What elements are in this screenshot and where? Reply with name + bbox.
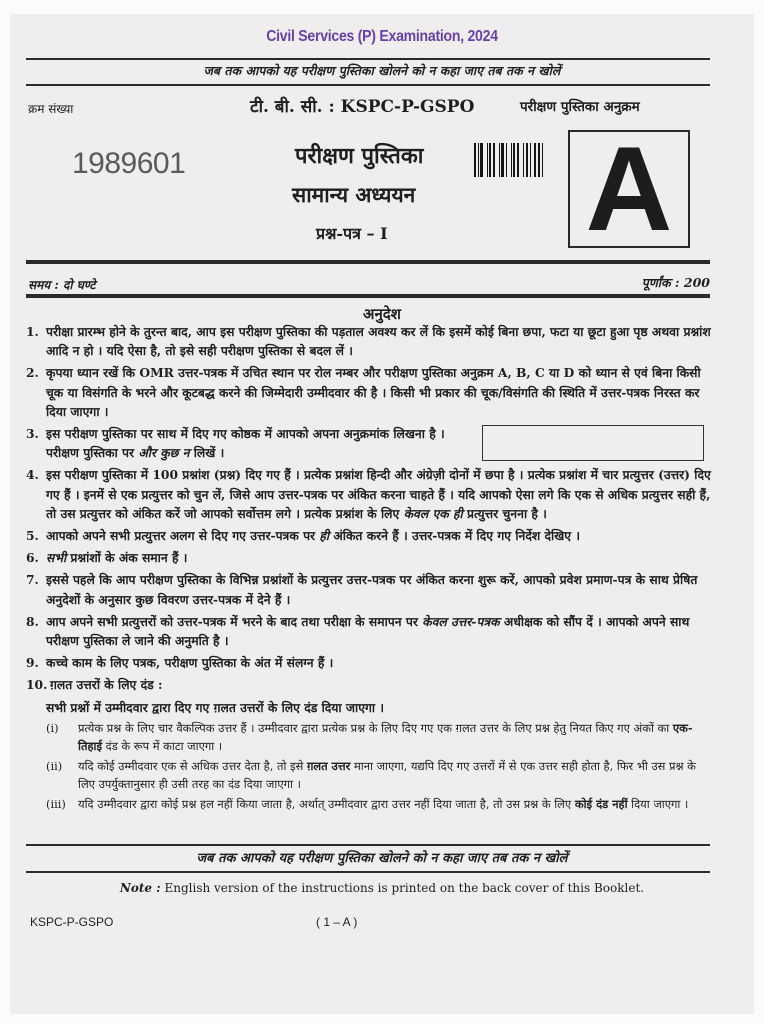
serial-number: 1989601 (72, 147, 186, 180)
roll-number-box[interactable] (482, 425, 704, 461)
instruction-item (26, 612, 716, 650)
instruction-body (46, 612, 716, 650)
penalty-heading: ग़लत उत्तरों के लिए दंड : (50, 677, 163, 693)
emphasis-text: केवल उत्तर-पत्रक (422, 613, 500, 629)
instruction-item (26, 363, 716, 421)
instruction-item (26, 570, 716, 608)
barcode-bar (493, 143, 495, 177)
paper-number: प्रश्न-पत्र – I (316, 224, 388, 243)
barcode-bar (499, 143, 500, 177)
exam-duration: समय : दो घण्टे (28, 278, 96, 292)
emphasis-text: एक-तिहाई (78, 720, 693, 753)
instruction-item (26, 653, 716, 672)
instruction-number: 10. (26, 677, 48, 693)
divider (26, 871, 710, 873)
emphasis-text: सभी (46, 550, 67, 566)
instruction-body (46, 465, 716, 523)
barcode-bar (526, 143, 528, 177)
subitem-body (78, 795, 716, 813)
barcode-bar (538, 143, 540, 177)
instruction-item (26, 548, 716, 567)
subitem-number: (i) (46, 720, 59, 735)
instruction-text: आप अपने सभी प्रत्युत्तरों को उत्तर-पत्रक में भरने के बाद तथा परीक्षा के समापन पर (46, 613, 423, 629)
instruction-body (46, 548, 716, 567)
instruction-number: 7. (26, 572, 39, 588)
divider (26, 844, 710, 846)
instruction-body (46, 653, 716, 672)
penalty-intro: सभी प्रश्नों में उम्मीदवार द्वारा दिए गए ग़लत उत्तरों के लिए दंड दिया जाएगा । (46, 699, 385, 715)
barcode-bar (489, 143, 491, 177)
instruction-number: 6. (26, 550, 39, 566)
subject-title: सामान्य अध्ययन (292, 182, 416, 207)
penalty-subitem (46, 719, 716, 755)
instruction-text: कृपया ध्यान रखें कि OMR उत्तर-पत्रक में उचित स्थान पर रोल नम्बर और परीक्षण पुस्तिका अनुक्रम A, B, C या D को ध्यान से एवं बिना किसी चूक या विसंगति के भरने और कूटबद्ध करने की जिम्मेदारी उम्मीदवार की है । किसी भी प्रकार की चूक/विसंगति की स्थिति में उत्तर-पत्रक निरस्त कर दिया जाएगा । (46, 365, 701, 419)
instruction-text: यदि कोई उम्मीदवार एक से अधिक उत्तर देता है, तो इसे (78, 758, 307, 773)
instruction-text: कच्चे काम के लिए पत्रक, परीक्षण पुस्तिका के अंत में संलग्न हैं । (46, 655, 334, 671)
instructions-list (26, 322, 716, 815)
emphasis-text: केवल एक ही (403, 505, 463, 521)
instruction-number: 4. (26, 467, 39, 483)
instruction-text: प्रत्युत्तर चुनना है । (462, 505, 547, 521)
instruction-text: इस परीक्षण पुस्तिका पर साथ में दिए गए कोष्ठक में आपको अपना अनुक्रमांक लिखना है । परीक्षण पुस्तिका पर (46, 426, 445, 461)
max-marks: पूर्णांक : 200 (641, 275, 710, 290)
booklet-sequence-label: परीक्षण पुस्तिका अनुक्रम (520, 99, 640, 115)
instruction-number: 9. (26, 655, 39, 671)
emphasis-text: हिन्दी (366, 467, 391, 483)
barcode-bar (478, 143, 479, 177)
barcode-bar (480, 143, 482, 177)
do-not-open-warning-bottom: जब तक आपको यह परीक्षण पुस्तिका खोलने को न कहा जाए तब तक न खोलें (196, 851, 568, 866)
instruction-text: प्रश्नांशों के अंक समान हैं । (66, 550, 188, 566)
barcode-bar (530, 143, 531, 177)
instruction-text: यदि उम्मीदवार द्वारा कोई प्रश्न हल नहीं किया जाता है, अर्थात् उम्मीदवार द्वारा उत्तर नहीं दिया जाता है, तो उस प्रश्न के लिए (78, 796, 575, 811)
barcode-bar (542, 143, 543, 177)
instruction-text: आपको अपने सभी प्रत्युत्तर अलग से दिए गए उत्तर-पत्रक पर (46, 528, 320, 544)
tbc-code: टी. बी. सी. : KSPC-P-GSPO (250, 97, 475, 117)
instruction-text: माना जाएगा, यद्यपि दिए गए उत्तरों में से एक उत्तर सही होता है, फिर भी उस प्रश्न के लिए उपर्युक्तानुसार ही उसी तरह का दंड दिया जाएगा । (78, 758, 696, 791)
instruction-text: दिया जाएगा । (627, 796, 689, 811)
instructions-title: अनुदेश (363, 305, 401, 323)
emphasis-text: कोई दंड नहीं (574, 796, 628, 811)
instruction-body (46, 322, 716, 360)
divider (26, 84, 710, 86)
barcode-bar (506, 143, 507, 177)
penalty-subitem (46, 795, 716, 813)
page-number: ( 1 – A ) (316, 915, 358, 929)
divider-thick (26, 260, 710, 264)
barcode-bar (534, 143, 536, 177)
barcode-bar (513, 143, 515, 177)
instruction-item (26, 526, 716, 545)
barcode-bar (517, 143, 519, 177)
english-version-note (10, 881, 754, 895)
instruction-item-penalty (26, 675, 716, 694)
instruction-item (26, 322, 716, 360)
question-booklet-cover (10, 14, 754, 1014)
penalty-subitem (46, 757, 716, 793)
instruction-number: 8. (26, 613, 39, 629)
emphasis-text: ग़लत उत्तर (306, 758, 351, 773)
booklet-title: परीक्षण पुस्तिका (295, 143, 424, 169)
exam-title: Civil Services (P) Examination, 2024 (266, 28, 498, 45)
emphasis-text: और कुछ न (138, 445, 190, 461)
subitem-number: (iii) (46, 796, 66, 811)
instruction-item (26, 424, 716, 462)
instruction-text: इस परीक्षण पुस्तिका में 100 प्रश्नांश (प्रश्न) दिए गए हैं । प्रत्येक प्रश्नांश (46, 467, 367, 483)
serial-label: क्रम संख्या (28, 102, 74, 116)
instruction-text: अधीक्षक को सौंप दें । आपको अपने साथ परीक्षण पुस्तिका ले जाने की अनुमति है । (46, 613, 690, 649)
instruction-number: 2. (26, 365, 39, 381)
instruction-body (46, 363, 716, 421)
divider (26, 58, 710, 60)
instruction-text: दंड के रूप में काटा जाएगा । (102, 738, 223, 753)
note-label: Note : (119, 881, 161, 895)
subitem-number: (ii) (46, 758, 63, 773)
barcode-bar (474, 143, 476, 177)
instruction-body (46, 526, 716, 545)
subitem-body (78, 719, 716, 755)
barcode-bar (523, 143, 524, 177)
instruction-text: परीक्षा प्रारम्भ होने के तुरन्त बाद, आप इस परीक्षण पुस्तिका की पड़ताल अवश्य कर लें कि इसमें कोई बिना छपा, फटा या छूटा हुआ पृष्ठ अथवा प्रश्नांश आदि न हो । यदि ऐसा है, तो इसे सही परीक्षण पुस्तिका से बदल लें । (46, 324, 711, 359)
instruction-text: अंकित करने हैं । उत्तर-पत्रक में दिए गए निर्देश देखिए । (329, 528, 581, 544)
barcode-bar (511, 143, 512, 177)
instruction-text: इससे पहले कि आप परीक्षण पुस्तिका के विभिन्न प्रश्नांशों के प्रत्युत्तर उत्तर-पत्रक पर अंकित करना शुरू करें, आपको प्रवेश प्रमाण-पत्र के साथ प्रेषित अनुदेशों के अनुसार कुछ विवरण उत्तर-पत्रक में देने हैं । (46, 572, 698, 607)
emphasis-text: अंग्रेज़ी (416, 467, 445, 483)
instruction-text: और (390, 467, 417, 483)
instruction-number: 5. (26, 528, 39, 544)
do-not-open-warning-top: जब तक आपको यह परीक्षण पुस्तिका खोलने को न कहा जाए तब तक न खोलें (203, 63, 561, 78)
note-text: English version of the instructions is printed on the back cover of this Booklet. (160, 881, 645, 895)
divider-thick (26, 294, 710, 298)
barcode-bar (501, 143, 503, 177)
instruction-text: दोनों में छपा है । प्रत्येक प्रश्नांश में चार प्रत्युत्तर (उत्तर) दिए गए हैं । इनमें से एक प्रत्युत्तर को चुन लें, जिसे आप उत्तर-पत्रक पर अंकित करना चाहते हैं । यदि आपको ऐसा लगे कि एक से अधिक प्रत्युत्तर सही हैं, तो उस प्रत्युत्तर को अंकित करें जो आपको सर्वोत्तम लगे । प्रत्येक प्रश्नांश के लिए (46, 467, 711, 521)
instruction-text: लिखें । (189, 445, 225, 461)
instruction-number: 1. (26, 324, 39, 339)
emphasis-text: ही (319, 528, 330, 544)
instruction-body (46, 570, 716, 608)
series-box (568, 122, 690, 256)
instruction-number: 3. (26, 426, 39, 442)
footer-booklet-code: KSPC-P-GSPO (30, 915, 114, 929)
instruction-text: प्रत्येक प्रश्न के लिए चार वैकल्पिक उत्तर हैं । उम्मीदवार द्वारा प्रत्येक प्रश्न के लिए दिए गए एक ग़लत उत्तर के लिए प्रश्न हेतु नियत किए गए अंकों का (78, 720, 673, 735)
barcode-bar (487, 143, 488, 177)
barcode (474, 143, 546, 177)
instruction-item (26, 465, 716, 523)
subitem-body (78, 757, 716, 793)
series-letter: A (585, 122, 673, 256)
